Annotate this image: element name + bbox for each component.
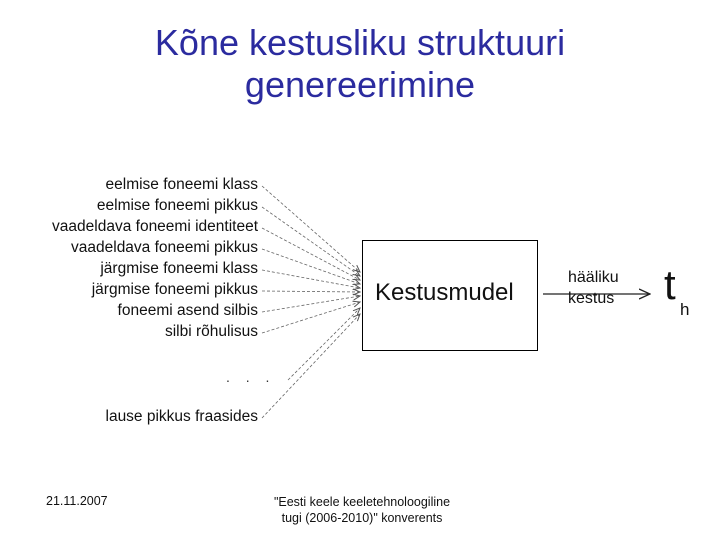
arrow-feature-8 bbox=[262, 302, 360, 333]
output-label-line-2: kestus bbox=[568, 290, 615, 307]
footer-conference bbox=[252, 494, 472, 526]
feature-label: eelmise foneemi pikkus bbox=[96, 197, 258, 214]
feature-label: järgmise foneemi pikkus bbox=[91, 281, 258, 298]
arrow-feature-1 bbox=[262, 186, 360, 272]
output-label-line-1: hääliku bbox=[568, 269, 619, 286]
feature-label: vaadeldava foneemi pikkus bbox=[71, 239, 258, 256]
arrow-feature-7 bbox=[262, 296, 360, 312]
arrow-feature-dots bbox=[288, 308, 360, 380]
arrow-feature-5 bbox=[262, 270, 360, 288]
arrow-feature-last bbox=[262, 314, 360, 418]
slide-title-line-2: genereerimine bbox=[244, 64, 476, 105]
feature-label: silbi rõhulisus bbox=[164, 323, 258, 340]
footer-conference-line-1: "Eesti keele keeletehnoloogiline bbox=[273, 495, 451, 509]
feature-label: foneemi asend silbis bbox=[117, 302, 258, 319]
feature-label: eelmise foneemi klass bbox=[105, 176, 258, 193]
slide-title-line-1: Kõne kestusliku struktuuri bbox=[154, 22, 566, 63]
footer-conference-line-2: tugi (2006-2010)" konverents bbox=[281, 511, 443, 525]
output-label bbox=[568, 267, 619, 309]
feature-label: vaadeldava foneemi identiteet bbox=[52, 218, 258, 235]
arrow-feature-2 bbox=[262, 207, 360, 276]
output-subscript: h bbox=[680, 300, 690, 319]
footer-date: 21.11.2007 bbox=[46, 494, 108, 508]
feature-ellipsis: . . . bbox=[226, 369, 276, 385]
arrow-feature-6 bbox=[262, 291, 360, 292]
feature-label: järgmise foneemi klass bbox=[100, 260, 258, 277]
model-label: Kestusmudel bbox=[375, 279, 514, 306]
feature-label-last: lause pikkus fraasides bbox=[105, 408, 258, 425]
output-symbol: t bbox=[664, 261, 676, 308]
